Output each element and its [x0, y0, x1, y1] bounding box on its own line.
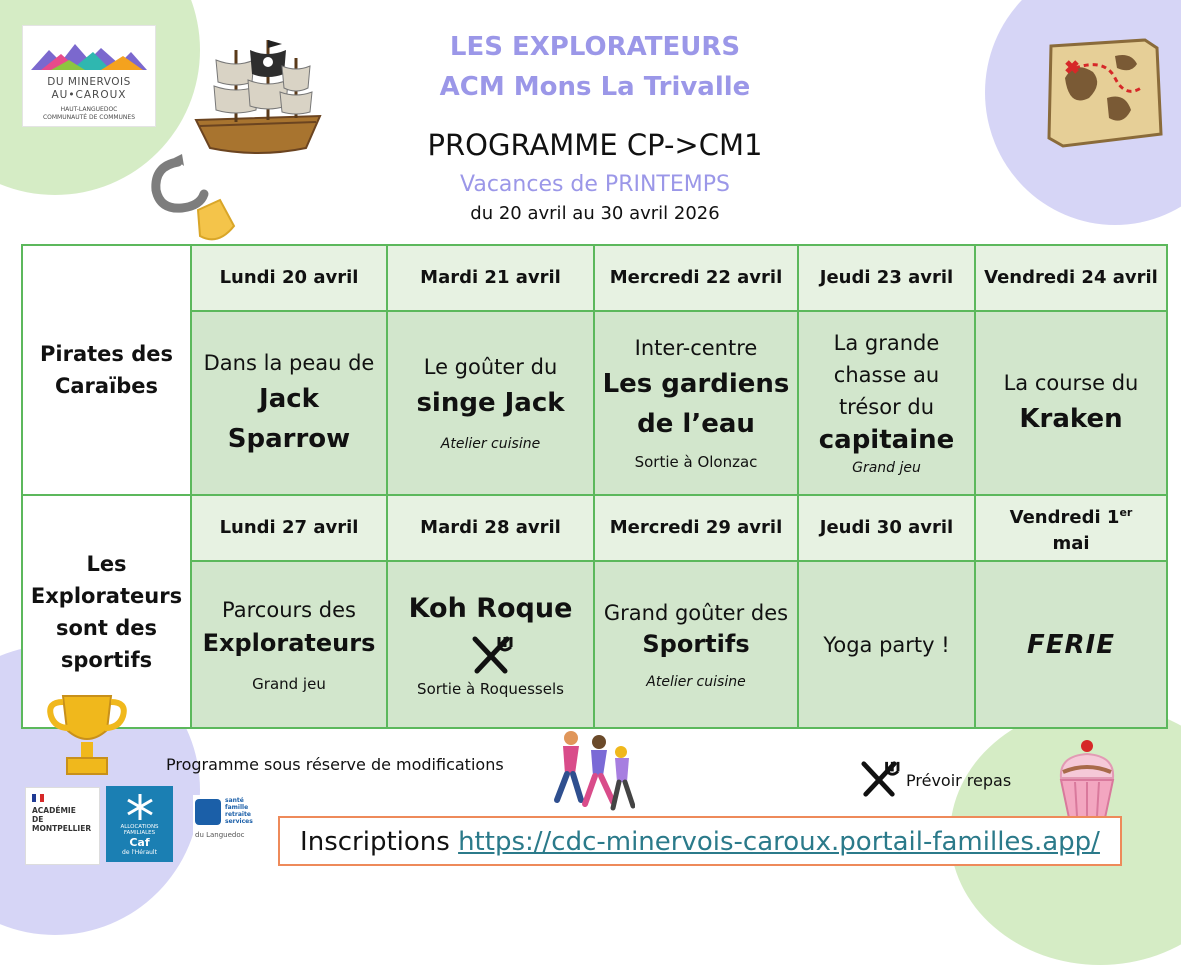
activity-pre: Inter-centre: [634, 336, 758, 360]
msa-mark-icon: [195, 799, 221, 825]
caf-line-3: Caf: [129, 836, 150, 849]
activity-pre: La grande chasse au trésor du: [833, 331, 940, 419]
activity-cell: [387, 561, 594, 728]
activity-pre: Grand goûter des: [603, 600, 789, 625]
day-header: Mardi 28 avril: [387, 495, 594, 561]
logo-line-4: COMMUNAUTÉ DE COMMUNES: [42, 114, 136, 121]
snowflake-icon: [125, 792, 155, 822]
day-header-text: Vendredi 1: [1009, 506, 1120, 528]
activity-title: capitaine: [818, 425, 955, 455]
msa-line-5: du Languedoc: [195, 831, 245, 839]
table-row: [22, 495, 1167, 561]
activity-title: Explorateurs: [202, 628, 376, 657]
activity-cell: [191, 311, 387, 495]
day-header-text: mai: [1052, 532, 1090, 554]
french-flag-icon: [32, 794, 44, 802]
activity-note: Atelier cuisine: [646, 673, 746, 690]
day-header: Jeudi 23 avril: [798, 245, 975, 311]
group-label-week1: Pirates des Caraïbes: [22, 245, 191, 495]
activity-title: FERIE: [1027, 629, 1115, 660]
activity-title: Jack Sparrow: [227, 384, 351, 454]
logo-line-1: DU MINERVOIS: [47, 76, 131, 88]
logo-line-2: AU•CAROUX: [51, 89, 127, 101]
inscriptions-box: [278, 816, 1122, 866]
pirate-hook-icon: [148, 152, 238, 247]
activity-pre: Yoga party !: [823, 632, 950, 657]
day-header: Mercredi 29 avril: [594, 495, 798, 561]
prevoir-repas-note: Prévoir repas: [906, 771, 1012, 790]
fork-knife-icon: [858, 760, 900, 798]
day-header: Mardi 21 avril: [387, 245, 594, 311]
msa-line-2: famille: [225, 804, 249, 811]
activity-cell: [594, 561, 798, 728]
academie-logo: [25, 787, 100, 865]
vacances-subtitle: Vacances de PRINTEMPS: [460, 172, 730, 197]
day-header-sup: er: [1119, 505, 1133, 519]
activity-title: Kraken: [1019, 404, 1123, 434]
day-header: Lundi 20 avril: [191, 245, 387, 311]
activity-cell: [191, 561, 387, 728]
group-label-week2: Les Explorateurs sont des sportifs: [22, 495, 191, 728]
programme-table: [21, 244, 1168, 729]
day-header: Vendredi 24 avril: [975, 245, 1167, 311]
trophy-icon: [45, 690, 130, 780]
table-row: [22, 311, 1167, 495]
caf-line-2: FAMILIALES: [123, 830, 156, 836]
activity-note: Sortie à Olonzac: [634, 453, 758, 471]
activity-cell: [798, 561, 975, 728]
fork-knife-icon: [469, 635, 513, 675]
activity-pre: Parcours des: [222, 597, 356, 622]
mountain-logo-icon: [31, 40, 147, 72]
msa-line-1: santé: [225, 797, 244, 804]
msa-line-3: retraite: [225, 811, 251, 818]
programme-title: PROGRAMME CP->CM1: [427, 128, 763, 162]
treasure-map-icon: [1045, 38, 1163, 150]
caf-line-1: ALLOCATIONS: [120, 824, 159, 830]
msa-line-4: services: [225, 818, 253, 825]
activity-note: Sortie à Roquessels: [417, 679, 564, 698]
inscriptions-link[interactable]: https://cdc-minervois-caroux.portail-familles.app/: [458, 827, 1100, 857]
caf-logo: [106, 786, 173, 862]
title-line-2: ACM Mons La Trivalle: [439, 72, 751, 102]
activity-cell: [975, 311, 1167, 495]
activity-cell: [798, 311, 975, 495]
dates-range: du 20 avril au 30 avril 2026: [470, 203, 720, 224]
activity-title: Sportifs: [642, 629, 750, 658]
logo-line-3: HAUT-LANGUEDOC: [60, 106, 118, 113]
activity-title: Les gardiens de l’eau: [602, 369, 790, 439]
pirate-ship-icon: [188, 36, 328, 158]
activity-note: Atelier cuisine: [440, 436, 541, 452]
runners-illustration-icon: [543, 730, 635, 812]
activity-cell: [387, 311, 594, 495]
reserve-note: Programme sous réserve de modifications: [166, 755, 504, 774]
activity-pre: Le goûter du: [423, 355, 558, 379]
day-header: Jeudi 30 avril: [798, 495, 975, 561]
title-line-1: LES EXPLORATEURS: [449, 32, 741, 62]
activity-cell: [594, 311, 798, 495]
cdc-logo: [22, 25, 156, 127]
activity-note: Grand jeu: [852, 460, 921, 476]
cupcake-icon: [1055, 738, 1120, 820]
activity-note: Grand jeu: [252, 674, 326, 693]
day-header: Mercredi 22 avril: [594, 245, 798, 311]
table-row: [22, 245, 1167, 311]
academie-line-2: DE MONTPELLIER: [32, 815, 92, 833]
academie-line-1: ACADÉMIE: [32, 806, 76, 815]
inscriptions-label: Inscriptions: [300, 827, 450, 857]
activity-title: singe Jack: [416, 388, 565, 418]
activity-title: Koh Roque: [408, 592, 573, 624]
activity-pre: La course du: [1003, 371, 1139, 395]
activity-pre: Dans la peau de: [203, 351, 375, 375]
day-header: [975, 495, 1167, 561]
activity-cell: [975, 561, 1167, 728]
table-row: [22, 561, 1167, 728]
day-header: Lundi 27 avril: [191, 495, 387, 561]
caf-line-4: de l'Hérault: [122, 849, 157, 856]
msa-logo: [193, 795, 258, 843]
